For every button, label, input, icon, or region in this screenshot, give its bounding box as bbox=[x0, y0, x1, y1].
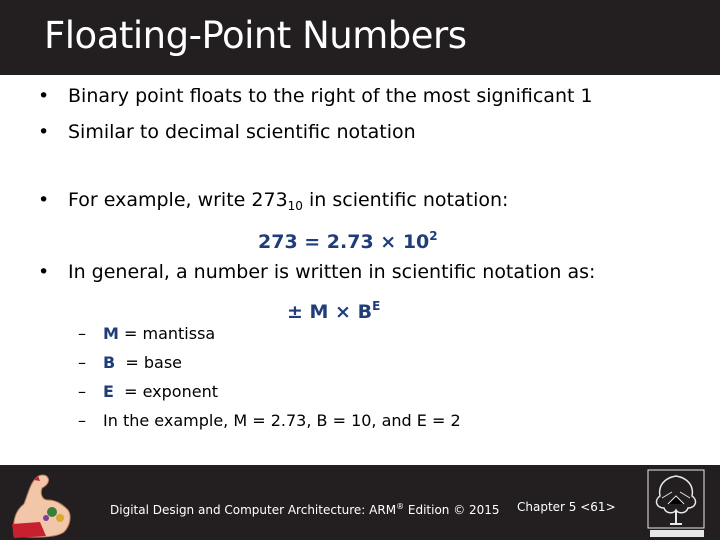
term: M bbox=[103, 324, 119, 343]
equation-general bbox=[287, 293, 380, 325]
definition-base bbox=[78, 352, 182, 374]
bullet-dot: • bbox=[38, 121, 50, 143]
slide-content bbox=[0, 75, 720, 465]
dash: – bbox=[78, 353, 86, 372]
definition-text: = exponent bbox=[113, 382, 218, 401]
title-bar bbox=[0, 0, 720, 75]
equation-exponent: 2 bbox=[429, 229, 438, 243]
slide-title: Floating-Point Numbers bbox=[44, 14, 467, 57]
registered-mark: ® bbox=[396, 502, 405, 511]
bullet-example bbox=[38, 187, 508, 219]
bullet-dot: • bbox=[38, 189, 50, 211]
elsevier-logo bbox=[644, 468, 710, 540]
footer-book-title bbox=[110, 499, 500, 518]
footer-chapter: Chapter 5 <61> bbox=[517, 500, 616, 514]
definition-example bbox=[78, 410, 461, 432]
equation-exponent: E bbox=[372, 299, 381, 313]
bullet-scientific-notation bbox=[38, 119, 416, 145]
definition-mantissa bbox=[78, 323, 215, 345]
definition-exponent bbox=[78, 381, 218, 403]
equation-text: 273 = 2.73 × 10 bbox=[258, 231, 430, 253]
bullet-text: Binary point floats to the right of the most significant 1 bbox=[68, 85, 593, 107]
bullet-dot: • bbox=[38, 261, 50, 283]
book-title-text: Digital Design and Computer Architecture: ARM bbox=[110, 503, 397, 517]
equation-example bbox=[258, 223, 438, 255]
bullet-text: In general, a number is written in scientific notation as: bbox=[68, 261, 596, 283]
bullet-text-post: in scientific notation: bbox=[302, 189, 509, 211]
dash: – bbox=[78, 411, 86, 430]
bullet-text-pre: For example, write 273 bbox=[68, 189, 288, 211]
bullet-general bbox=[38, 259, 595, 285]
bullet-text: Similar to decimal scientific notation bbox=[68, 121, 416, 143]
term: B bbox=[103, 353, 116, 372]
equation-text: ± M × B bbox=[287, 301, 373, 323]
bullet-dot: • bbox=[38, 85, 50, 107]
book-edition-text: Edition © 2015 bbox=[404, 503, 500, 517]
dash: – bbox=[78, 324, 86, 343]
arm-muscle-icon bbox=[6, 470, 78, 540]
term: E bbox=[103, 382, 114, 401]
bullet-binary-point bbox=[38, 83, 593, 109]
definition-text: = base bbox=[115, 353, 183, 372]
footer-bar bbox=[0, 465, 720, 540]
definition-text: = mantissa bbox=[118, 324, 216, 343]
definition-text: In the example, M = 2.73, B = 10, and E = 2 bbox=[103, 411, 461, 430]
base-subscript: 10 bbox=[287, 199, 303, 213]
dash: – bbox=[78, 382, 86, 401]
